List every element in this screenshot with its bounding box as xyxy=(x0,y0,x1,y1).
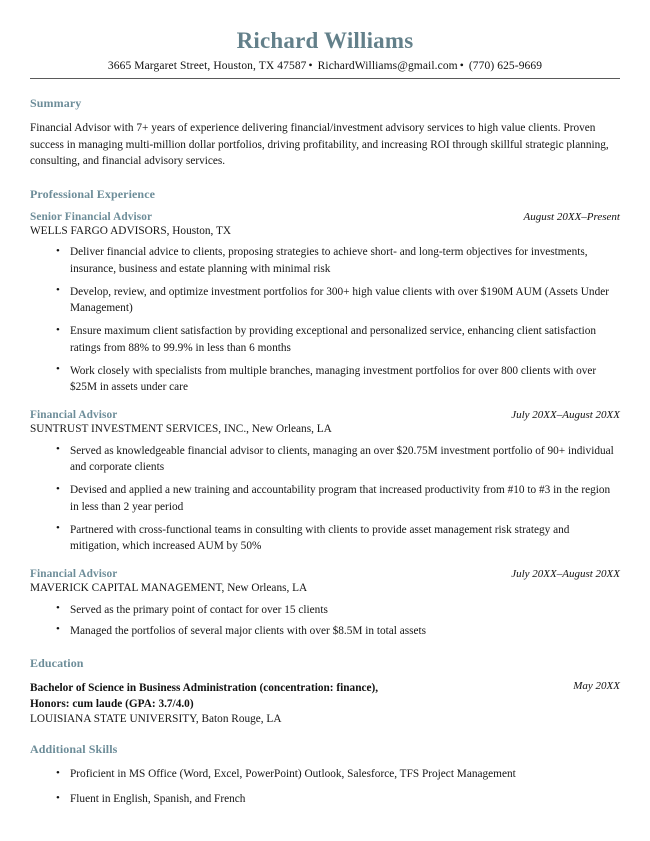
experience-job-title: Financial Advisor xyxy=(30,409,118,422)
contact-line xyxy=(30,60,620,72)
section-education xyxy=(30,656,620,725)
experience-entry xyxy=(30,211,620,395)
experience-organization: MAVERICK CAPITAL MANAGEMENT, New Orleans, LA xyxy=(30,582,308,595)
contact-separator-icon: • xyxy=(459,60,464,73)
list-item: • Devised and applied a new training and accountability program that increased productivity from #10 to #3 in the region in less than 2 year period xyxy=(70,482,620,515)
experience-bullet-list xyxy=(30,244,620,395)
list-item: • Fluent in English, Spanish, and French xyxy=(70,791,620,807)
experience-entry-header xyxy=(30,568,620,580)
experience-bullet-list xyxy=(30,443,620,555)
education-entry-header xyxy=(30,680,620,712)
skills-bullet-list xyxy=(30,766,620,808)
experience-date-range: July 20XX–August 20XX xyxy=(511,409,620,422)
list-item: • Develop, review, and optimize investment portfolios for 300+ high value clients with over $190M AUM (Assets Under Management) xyxy=(70,284,620,317)
contact-address: 3665 Margaret Street, Houston, TX 47587 xyxy=(107,60,307,73)
experience-entry-header xyxy=(30,409,620,421)
experience-organization: SUNTRUST INVESTMENT SERVICES, INC., New Orleans, LA xyxy=(30,423,332,436)
resume-header xyxy=(30,0,620,79)
section-title-skills: Additional Skills xyxy=(30,742,118,757)
list-item: • Served as knowledgeable financial advisor to clients, managing an over $20.75M investment portfolio of 90+ individual and corporate clients xyxy=(70,443,620,476)
experience-job-title: Senior Financial Advisor xyxy=(30,211,153,224)
contact-email[interactable]: RichardWilliams@gmail.com xyxy=(317,60,458,73)
list-item: • Proficient in MS Office (Word, Excel, PowerPoint) Outlook, Salesforce, TFS Project Management xyxy=(70,766,620,782)
experience-entry xyxy=(30,568,620,639)
section-title-education: Education xyxy=(30,656,84,671)
experience-date-range: August 20XX–Present xyxy=(523,211,620,224)
contact-separator-icon: • xyxy=(308,60,313,73)
experience-bullet-list xyxy=(30,602,620,640)
summary-text: Financial Advisor with 7+ years of experience delivering financial/investment advisory services to high value clients. Proven success in managing multi-million dollar portfolios, driving profitability, and increasing ROI through skillful strategic planning, consulting, and financial advisory services. xyxy=(30,122,609,168)
section-additional-skills xyxy=(30,742,620,808)
experience-entry-header xyxy=(30,211,620,223)
list-item: • Served as the primary point of contact for over 15 clients xyxy=(70,602,620,618)
list-item: • Managed the portfolios of several major clients with over $8.5M in total assets xyxy=(70,623,620,639)
section-title-experience: Professional Experience xyxy=(30,187,156,202)
list-item: • Work closely with specialists from multiple branches, managing investment portfolios for over 800 clients with over $25M in assets under care xyxy=(70,363,620,396)
education-degree-line-2: Honors: cum laude (GPA: 3.7/4.0) xyxy=(30,698,194,711)
section-professional-experience xyxy=(30,187,620,639)
section-title-summary: Summary xyxy=(30,96,82,111)
header-divider xyxy=(30,78,620,79)
experience-entry xyxy=(30,409,620,554)
list-item: • Deliver financial advice to clients, proposing strategies to achieve short- and long-term objectives for investments, insurance, business and estate planning with minimal risk xyxy=(70,244,620,277)
contact-phone: (770) 625-9669 xyxy=(468,60,543,73)
candidate-name: Richard Williams xyxy=(236,28,414,53)
education-school: LOUISIANA STATE UNIVERSITY, Baton Rouge, LA xyxy=(30,713,282,726)
list-item: • Partnered with cross-functional teams in consulting with clients to provide asset management risk strategy and mitigation, which increased AUM by 50% xyxy=(70,522,620,555)
list-item: • Ensure maximum client satisfaction by providing exceptional and personalized service, enhancing client satisfaction ratings from 88% to 99.9% in less than 6 months xyxy=(70,323,620,356)
section-summary xyxy=(30,96,620,170)
experience-organization: WELLS FARGO ADVISORS, Houston, TX xyxy=(30,225,232,238)
experience-job-title: Financial Advisor xyxy=(30,568,118,581)
education-degree-line-1: Bachelor of Science in Business Administration (concentration: finance), xyxy=(30,682,379,695)
education-degree xyxy=(30,680,378,712)
education-date: May 20XX xyxy=(573,680,620,693)
experience-date-range: July 20XX–August 20XX xyxy=(511,568,620,581)
